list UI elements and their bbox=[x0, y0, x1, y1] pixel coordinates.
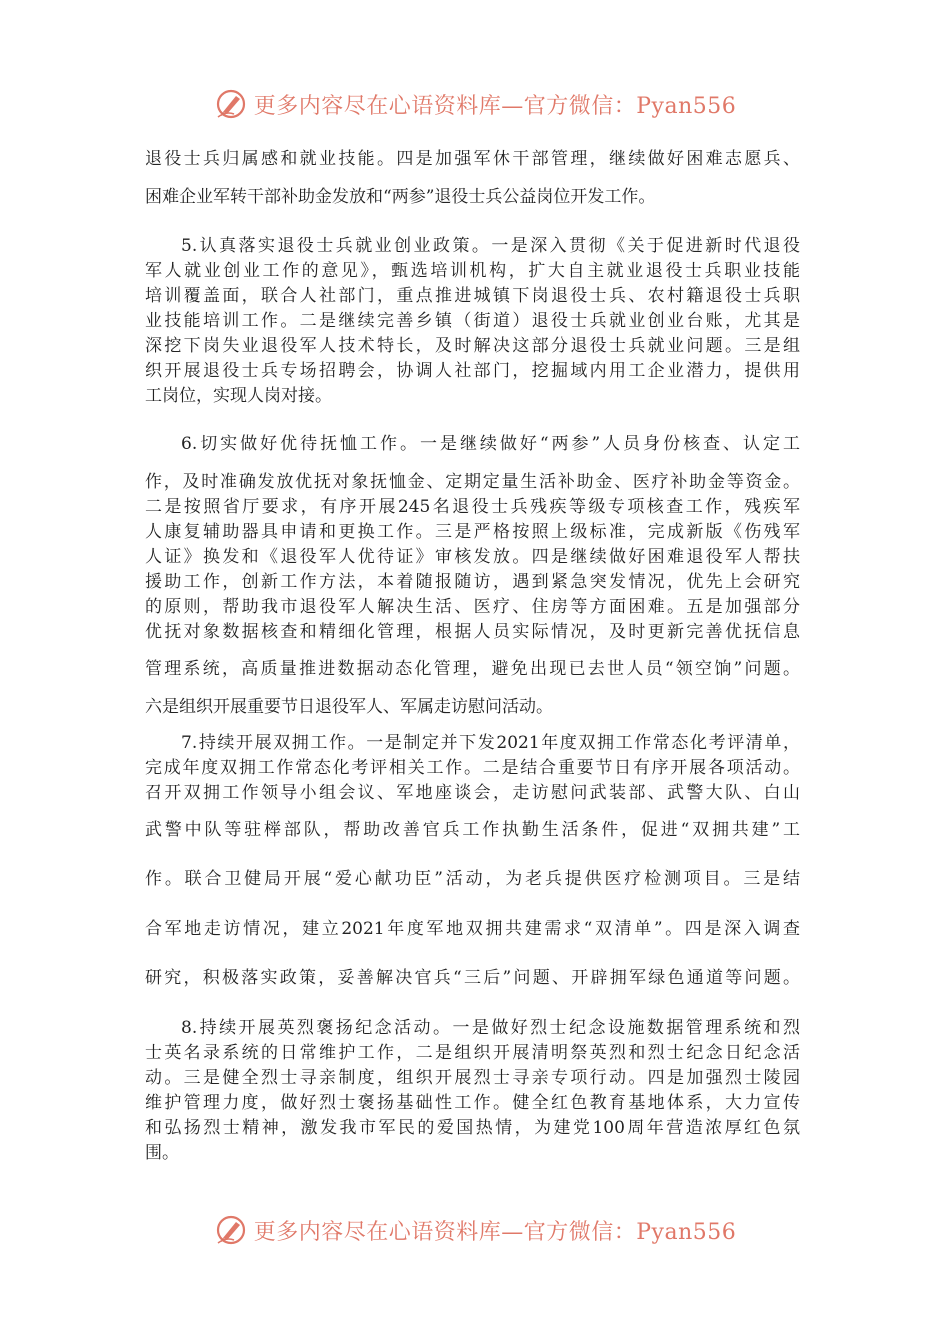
text-line: 优抚对象数据核查和精细化管理，根据人员实际情况，及时更新完善优抚信息 bbox=[145, 622, 800, 642]
text-line: 召开双拥工作领导小组会议、军地座谈会，走访慰问武装部、武警大队、白山 bbox=[145, 783, 800, 803]
text-line: 人证》换发和《退役军人优待证》审核发放。四是继续做好困难退役军人帮扶 bbox=[145, 547, 800, 567]
text-line: 武警中队等驻榉部队，帮助改善官兵工作执勤生活条件，促进“双拥共建”工 bbox=[145, 820, 800, 840]
text-line: 援助工作，创新工作方法，本着随报随访，遇到紧急突发情况，优先上会研究 bbox=[145, 572, 800, 592]
text-line: 维护管理力度，做好烈士褒扬基础性工作。健全红色教育基地体系，大力宣传 bbox=[145, 1093, 800, 1113]
watermark-text: 更多内容尽在心语资料库—官方微信：Pyan556 bbox=[253, 1219, 737, 1245]
watermark-text: 更多内容尽在心语资料库—官方微信：Pyan556 bbox=[253, 93, 737, 119]
text-line: 工岗位，实现人岗对接。 bbox=[145, 386, 332, 406]
pen-logo-icon bbox=[214, 1213, 248, 1247]
text-line: 六是组织开展重要节日退役军人、军属走访慰问活动。 bbox=[145, 697, 553, 717]
text-line: 业技能培训工作。二是继续完善乡镇（街道）退役士兵就业创业台账，尤其是 bbox=[145, 311, 800, 331]
text-line: 困难企业军转干部补助金发放和“两参”退役士兵公益岗位开发工作。 bbox=[145, 187, 656, 207]
text-line: 织开展退役士兵专场招聘会，协调人社部门，挖掘域内用工企业潜力，提供用 bbox=[145, 361, 800, 381]
text-line: 二是按照省厅要求，有序开展245名退役士兵残疾等级专项核查工作，残疾军 bbox=[145, 497, 800, 517]
text-line: 深挖下岗失业退役军人技术特长，及时解决这部分退役士兵就业问题。三是组 bbox=[145, 336, 800, 356]
text-line: 退役士兵归属感和就业技能。四是加强军休干部管理，继续做好困难志愿兵、 bbox=[145, 149, 800, 169]
text-line: 研究，积极落实政策，妥善解决官兵“三后”问题、开辟拥军绿色通道等问题。 bbox=[145, 968, 800, 988]
text-line: 军人就业创业工作的意见》，甄选培训机构，扩大自主就业退役士兵职业技能 bbox=[145, 261, 800, 281]
text-line: 合军地走访情况，建立2021年度军地双拥共建需求“双清单”。四是深入调查 bbox=[145, 919, 800, 939]
text-line: 7.持续开展双拥工作。一是制定并下发2021年度双拥工作常态化考评清单， bbox=[181, 733, 800, 753]
text-line: 的原则，帮助我市退役军人解决生活、医疗、住房等方面困难。五是加强部分 bbox=[145, 597, 800, 617]
text-line: 培训覆盖面，联合人社部门，重点推进城镇下岗退役士兵、农村籍退役士兵职 bbox=[145, 286, 800, 306]
text-line: 作，及时准确发放优抚对象抚恤金、定期定量生活补助金、医疗补助金等资金。 bbox=[145, 472, 800, 492]
text-line: 6.切实做好优待抚恤工作。一是继续做好“两参”人员身份核查、认定工 bbox=[181, 434, 800, 454]
text-line: 和弘扬烈士精神，激发我市军民的爱国热情，为建党100周年营造浓厚红色氛 bbox=[145, 1118, 800, 1138]
text-line: 8.持续开展英烈褒扬纪念活动。一是做好烈士纪念设施数据管理系统和烈 bbox=[181, 1018, 800, 1038]
text-line: 管理系统，高质量推进数据动态化管理，避免出现已去世人员“领空饷”问题。 bbox=[145, 659, 800, 679]
text-line: 围。 bbox=[145, 1143, 179, 1163]
text-line: 5.认真落实退役士兵就业创业政策。一是深入贯彻《关于促进新时代退役 bbox=[181, 236, 800, 256]
text-line: 士英名录系统的日常维护工作，二是组织开展清明祭英烈和烈士纪念日纪念活 bbox=[145, 1043, 800, 1063]
text-line: 人康复辅助器具申请和更换工作。三是严格按照上级标准，完成新版《伤残军 bbox=[145, 522, 800, 542]
text-line: 完成年度双拥工作常态化考评相关工作。二是结合重要节日有序开展各项活动。 bbox=[145, 758, 800, 778]
text-line: 作。联合卫健局开展“爱心献功臣”活动，为老兵提供医疗检测项目。三是结 bbox=[145, 869, 800, 889]
watermark-banner-bottom bbox=[0, 1212, 950, 1248]
text-line: 动。三是健全烈士寻亲制度，组织开展烈士寻亲专项行动。四是加强烈士陵园 bbox=[145, 1068, 800, 1088]
